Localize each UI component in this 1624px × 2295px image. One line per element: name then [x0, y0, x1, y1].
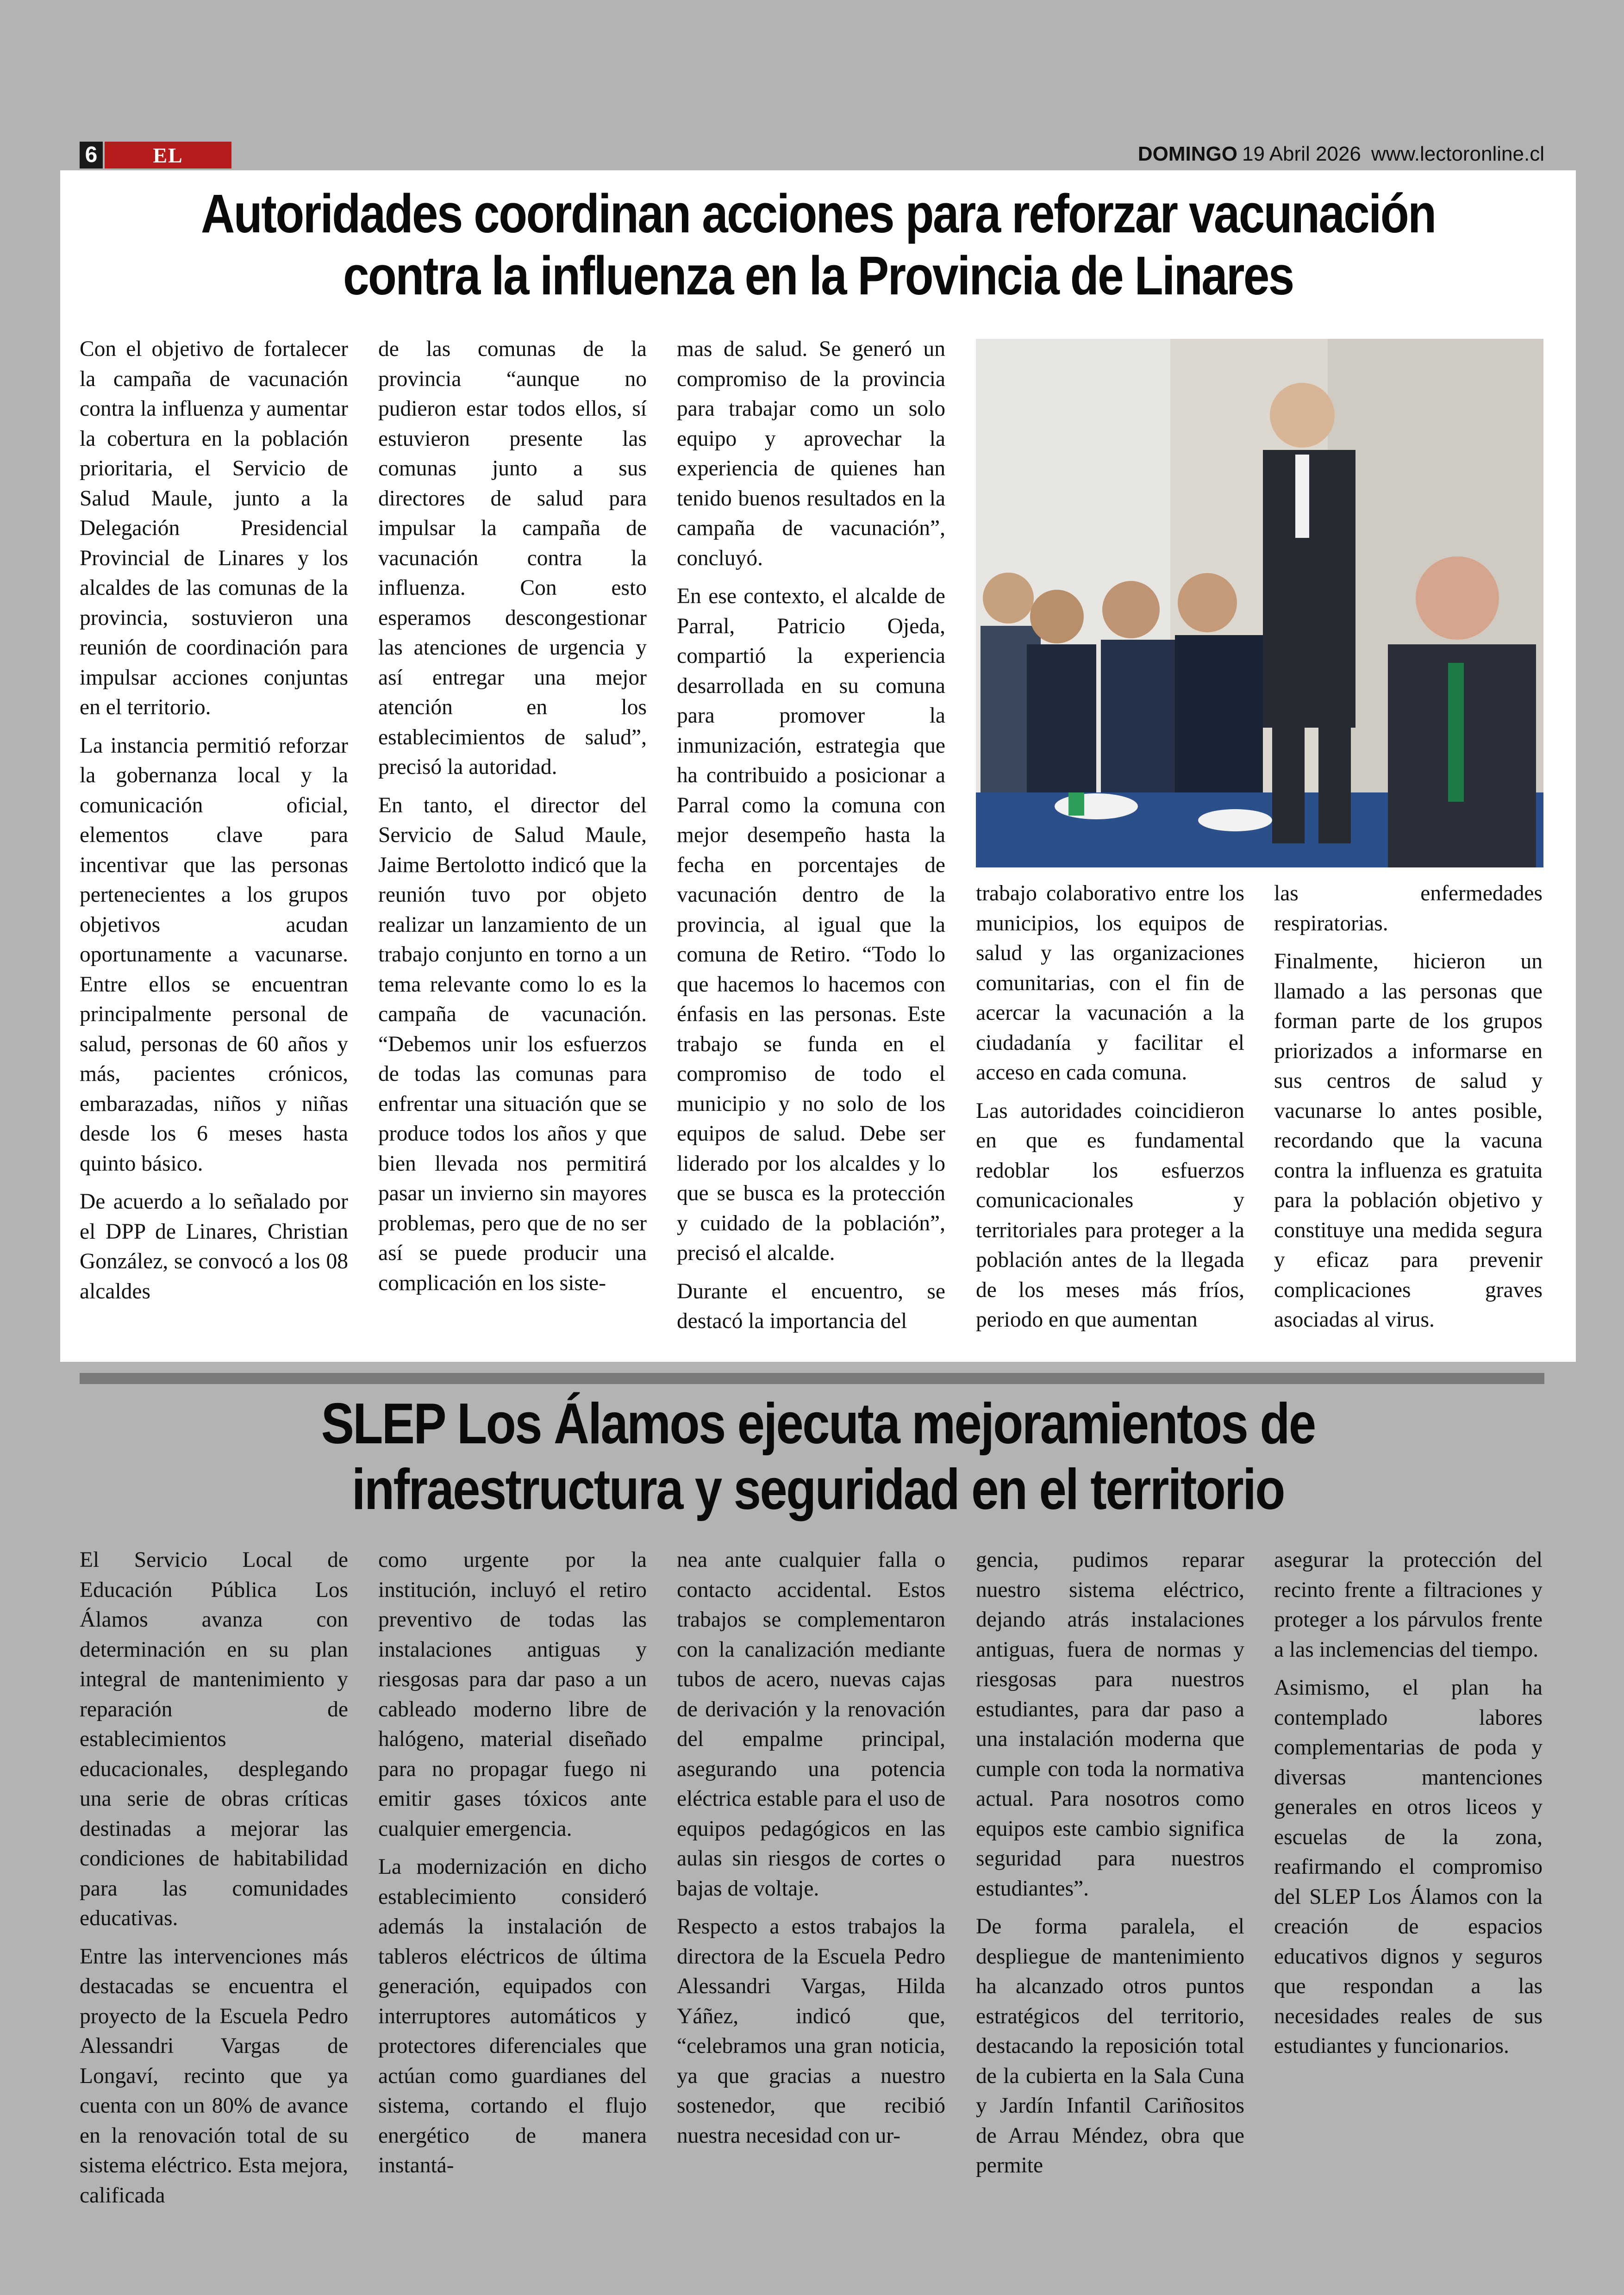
paragraph: El Servicio Local de Educación Pública Los Álamos avanza con determinación en su plan integral de mantenimiento y reparación de establecimientos educacionales, desplegando una serie de obras críticas destinadas a mejorar las condiciones de habitabilidad para las comunidades educativas. [80, 1548, 348, 1930]
paragraph: La modernización en dicho establecimiento consideró además la instalación de tableros eléctricos de última generación, equipados con interruptores automáticos y protectores diferenciales que actúan como guardianes del sistema, cortando el flujo energético de manera instantá- [378, 1855, 647, 2177]
paragraph: como urgente por la institución, incluyó el retiro preventivo de todas las instalaciones antiguas y riesgosas para dar paso a un cableado moderno libre de halógeno, material diseñado para no propagar fuego ni emitir gases tóxicos ante cualquier emergencia. [378, 1548, 647, 1841]
paragraph: de las comunas de la provincia “aunque no pudieron estar todos ellos, sí estuvieron presente las comunas junto a sus directores de salud para impulsar la campaña de vacunación contra la influenza. Con esto esperamos descongestionar las atenciones de urgencia y así entregar una mejor atención en los establecimientos de salud”, precisó la autoridad. [378, 337, 647, 779]
article-2-col-4 [976, 1545, 1244, 2181]
dateline-day: DOMINGO [1137, 143, 1237, 165]
paragraph: Con el objetivo de fortalecer la campaña de vacunación contra la influenza y aumentar la cobertura en la población prioritaria, el Servicio de Salud Maule, junto a la Delegación Presidencial Provincial de Linares y los alcaldes de las comunas de la provincia, sostuvieron una reunión de coordinación para impulsar acciones conjuntas en el territorio. [80, 337, 348, 719]
article-1-headline-line2: contra la influenza en la Provincia de Linares [343, 245, 1293, 306]
article-2-headline [60, 1391, 1576, 1522]
article-2-col-5 [1274, 1545, 1543, 2061]
paragraph: En ese contexto, el alcalde de Parral, Patricio Ojeda, compartió la experiencia desarrollada en su comuna para promover la inmunización, estrategia que ha contribuido a posicionar a Parral como la comuna con mejor desempeño hasta la fecha en porcentajes de vacunación dentro de la provincia, al igual que la comuna de Retiro. “Todo lo que hacemos lo hacemos con énfasis en las personas. Este trabajo se funda en el compromiso de todo el municipio y no solo de los equipos de salud. Debe ser liderado por los alcaldes y lo que se busca es la protección y cuidado de la población”, precisó el alcalde. [677, 584, 945, 1265]
section-divider [80, 1373, 1544, 1384]
paragraph: De acuerdo a lo señalado por el DPP de Linares, Christian González, se convocó a los 08 alcaldes [80, 1190, 348, 1303]
article-1-headline-line1: Autoridades coordinan acciones para reforzar vacunación [200, 183, 1436, 244]
article-2-col-1 [80, 1545, 348, 2210]
article-1-col-5 [1274, 879, 1543, 1335]
article-1-headline [60, 183, 1576, 307]
dateline-date: 19 Abril 2026 [1242, 143, 1361, 165]
paragraph: Las autoridades coincidieron en que es fundamental redoblar los esfuerzos comunicacionales y territoriales para proteger a la población antes de la llegada de los meses más fríos, periodo en que aumentan [976, 1098, 1244, 1332]
article-2-headline-line2: infraestructura y seguridad en el territorio [352, 1458, 1284, 1522]
paragraph: Finalmente, hicieron un llamado a las personas que forman parte de los grupos priorizados a informarse en sus centros de salud y vacunarse lo antes posible, recordando que la vacuna contra la influenza es gratuita para la población objetivo y constituye una medida segura y eficaz para prevenir complicaciones graves asociadas al virus. [1274, 949, 1543, 1332]
paragraph: La instancia permitió reforzar la gobernanza local y la comunicación oficial, elementos clave para incentivar que las personas pertenecientes a los grupos objetivos acudan oportunamente a vacunarse. Entre ellos se encuentran principalmente personal de salud, personas de 60 años y más, pacientes crónicos, embarazadas, niños y niñas desde los 6 meses hasta quinto básico. [80, 733, 348, 1176]
article-1-col-4 [976, 879, 1244, 1335]
article-1-col-3 [677, 334, 945, 1336]
paragraph: Asimismo, el plan ha contemplado labores complementarias de poda y diversas mantenciones generales en otros liceos y escuelas de la zona, reafirmando el compromiso del SLEP Los Álamos con la creación de espacios educativos dignos y seguros que respondan a las necesidades reales de sus estudiantes y funcionarios. [1274, 1676, 1543, 2058]
article-2-headline-line1: SLEP Los Álamos ejecuta mejoramientos de [321, 1392, 1315, 1456]
newspaper-logo: EL [105, 142, 231, 168]
paragraph: mas de salud. Se generó un compromiso de la provincia para trabajar como un solo equipo y aprovechar la experiencia de quienes han tenido buenos resultados en la campaña de vacunación”, concluyó. [677, 337, 945, 570]
paragraph: Entre las intervenciones más destacadas se encuentra el proyecto de la Escuela Pedro Alessandri Vargas de Longaví, recinto que ya cuenta con un 80% de avance en la renovación total de su sistema eléctrico. Esta mejora, calificada [80, 1944, 348, 2208]
article-1-col-2 [378, 334, 647, 1298]
paragraph: gencia, pudimos reparar nuestro sistema eléctrico, dejando atrás instalaciones antiguas, fuera de normas y riesgosas para nuestros estudiantes, para dar paso a una instalación moderna que cumple con toda la normativa actual. Para nosotros como equipos este cambio significa seguridad para nuestros estudiantes”. [976, 1548, 1244, 1901]
paragraph: En tanto, el director del Servicio de Salud Maule, Jaime Bertolotto indicó que la reunión tuvo por objeto realizar un lanzamiento de un trabajo conjunto en torno a un tema relevante como lo es la campaña de vacunación. “Debemos unir los esfuerzos de todas las comunas para enfrentar una situación que se produce todos los años y que bien llevada nos permitirá pasar un invierno sin mayores problemas, pero que de no ser así se puede producir una complicación en los siste- [378, 793, 647, 1295]
article-2-col-2 [378, 1545, 647, 2181]
article-1-photo [976, 339, 1543, 867]
article-1-col-1 [80, 334, 348, 1306]
paragraph: asegurar la protección del recinto frente a filtraciones y proteger a los párvulos frente a las inclemencias del tiempo. [1274, 1548, 1543, 1662]
dateline [1138, 143, 1544, 166]
page-header [80, 139, 1544, 172]
paragraph: las enfermedades respiratorias. [1274, 881, 1543, 935]
paragraph: nea ante cualquier falla o contacto accidental. Estos trabajos se complementaron con la canalización mediante tubos de acero, nuevas cajas de derivación y la renovación del empalme principal, asegurando una potencia eléctrica estable para el uso de equipos pedagógicos en las aulas sin riesgos de cortes o bajas de voltaje. [677, 1548, 945, 1901]
paragraph: Respecto a estos trabajos la directora de la Escuela Pedro Alessandri Vargas, Hilda Yáñez, indicó que, “celebramos una gran noticia, ya que gracias a nuestro sostenedor, que recibió nuestra necesidad con ur- [677, 1915, 945, 2148]
page-number: 6 [80, 142, 103, 168]
paragraph: De forma paralela, el despliegue de mantenimiento ha alcanzado otros puntos estratégicos del territorio, destacando la reposición total de la cubierta en la Sala Cuna y Jardín Infantil Cariñositos de Arrau Méndez, obra que permite [976, 1915, 1244, 2177]
meeting-photo-illustration [976, 339, 1543, 867]
site-url[interactable]: www.lectoronline.cl [1371, 143, 1544, 165]
article-2-col-3 [677, 1545, 945, 2151]
paragraph: trabajo colaborativo entre los municipios, los equipos de salud y las organizaciones comunitarias, con el fin de acercar la vacunación a la ciudadanía y facilitar el acceso en cada comuna. [976, 881, 1244, 1085]
paragraph: Durante el encuentro, se destacó la importancia del [677, 1279, 945, 1333]
